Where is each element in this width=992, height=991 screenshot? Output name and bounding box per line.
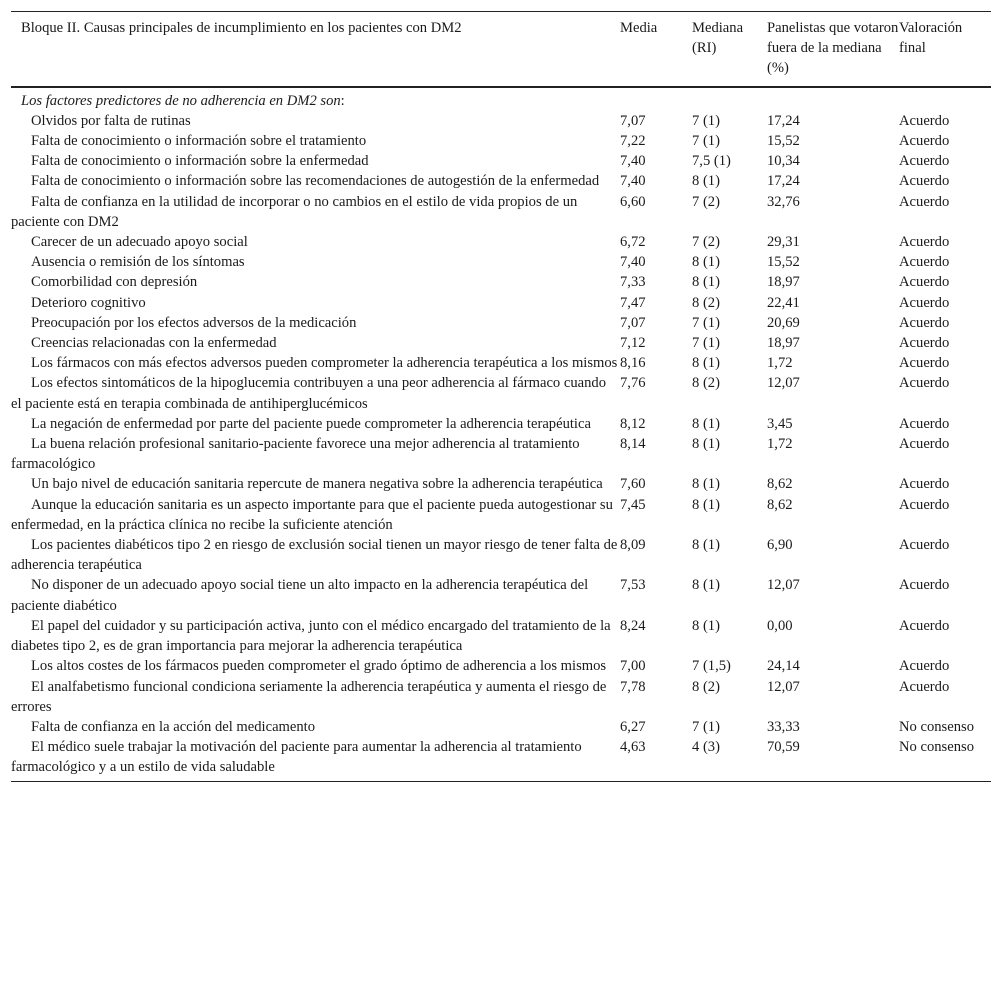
consensus-table-page bbox=[11, 11, 981, 782]
row-statement: Carecer de un adecuado apoyo social bbox=[31, 234, 248, 251]
row-statement: Preocupación por los efectos adversos de la medicación bbox=[31, 314, 357, 331]
row-panelistas-fuera: 17,24 bbox=[767, 112, 800, 129]
row-mediana: 7 (2) bbox=[692, 234, 720, 251]
row-mediana: 7 (1,5) bbox=[692, 658, 731, 675]
table-row bbox=[11, 656, 991, 676]
row-statement: Olvidos por falta de rutinas bbox=[31, 112, 191, 129]
row-valoracion: Acuerdo bbox=[899, 314, 950, 331]
row-panelistas-fuera: 6,90 bbox=[767, 537, 793, 554]
row-statement: Un bajo nivel de educación sanitaria repercute de manera negativa sobre la adherencia terapéutica bbox=[31, 476, 603, 493]
row-statement: La negación de enfermedad por parte del paciente puede comprometer la adherencia terapéutica bbox=[31, 415, 591, 432]
row-valoracion: Acuerdo bbox=[899, 658, 950, 675]
row-valoracion: Acuerdo bbox=[899, 133, 950, 150]
table-row bbox=[11, 151, 991, 171]
row-mediana: 8 (1) bbox=[692, 537, 720, 554]
table-row bbox=[11, 373, 991, 413]
table-row bbox=[11, 171, 991, 191]
row-statement: Falta de conocimiento o información sobre las recomendaciones de autogestión de la enfermedad bbox=[31, 173, 600, 190]
row-statement: La buena relación profesional sanitario-paciente favorece una mejor adherencia al tratamiento farmacológico bbox=[11, 436, 580, 473]
table-row bbox=[11, 353, 991, 373]
row-statement: Comorbilidad con depresión bbox=[31, 274, 198, 291]
row-statement: Falta de confianza en la acción del medicamento bbox=[31, 718, 316, 735]
table-row bbox=[11, 272, 991, 292]
row-valoracion: Acuerdo bbox=[899, 112, 950, 129]
row-mediana: 8 (1) bbox=[692, 617, 720, 634]
table-row bbox=[11, 293, 991, 313]
row-panelistas-fuera: 1,72 bbox=[767, 436, 793, 453]
row-media: 7,47 bbox=[620, 294, 646, 311]
table-row bbox=[11, 474, 991, 494]
row-mediana: 7,5 (1) bbox=[692, 153, 731, 170]
row-media: 7,12 bbox=[620, 335, 646, 352]
table-row bbox=[11, 616, 991, 656]
row-statement: Ausencia o remisión de los síntomas bbox=[31, 254, 245, 271]
row-media: 8,16 bbox=[620, 355, 646, 372]
row-media: 7,60 bbox=[620, 476, 646, 493]
row-panelistas-fuera: 12,07 bbox=[767, 678, 800, 695]
row-statement: Creencias relacionadas con la enfermedad bbox=[31, 335, 277, 352]
row-valoracion: Acuerdo bbox=[899, 254, 950, 271]
table-row bbox=[11, 252, 991, 272]
row-media: 7,78 bbox=[620, 678, 646, 695]
row-mediana: 8 (1) bbox=[692, 173, 720, 190]
row-valoracion: Acuerdo bbox=[899, 415, 950, 432]
row-valoracion: Acuerdo bbox=[899, 355, 950, 372]
row-mediana: 8 (1) bbox=[692, 476, 720, 493]
row-panelistas-fuera: 70,59 bbox=[767, 739, 800, 756]
row-media: 7,76 bbox=[620, 375, 646, 392]
consensus-table bbox=[11, 11, 991, 782]
row-statement: No disponer de un adecuado apoyo social tiene un alto impacto en la adherencia terapéutica del paciente diabético bbox=[11, 577, 589, 614]
row-mediana: 7 (1) bbox=[692, 133, 720, 150]
row-panelistas-fuera: 24,14 bbox=[767, 658, 800, 675]
row-media: 8,09 bbox=[620, 537, 646, 554]
header-mediana: Mediana (RI) bbox=[692, 20, 744, 57]
row-panelistas-fuera: 18,97 bbox=[767, 274, 800, 291]
intro-cell bbox=[11, 87, 620, 111]
row-panelistas-fuera: 12,07 bbox=[767, 577, 800, 594]
row-statement: Deterioro cognitivo bbox=[31, 294, 146, 311]
row-valoracion: Acuerdo bbox=[899, 436, 950, 453]
table-header-row bbox=[11, 12, 991, 87]
row-media: 6,60 bbox=[620, 193, 646, 210]
row-mediana: 8 (2) bbox=[692, 375, 720, 392]
table-row bbox=[11, 535, 991, 575]
row-mediana: 8 (2) bbox=[692, 678, 720, 695]
row-valoracion: Acuerdo bbox=[899, 335, 950, 352]
row-valoracion: Acuerdo bbox=[899, 476, 950, 493]
row-statement: El analfabetismo funcional condiciona seriamente la adherencia terapéutica y aumenta el riesgo de errores bbox=[11, 678, 607, 715]
row-statement: Los fármacos con más efectos adversos pueden comprometer la adherencia terapéutica a los mismos bbox=[31, 355, 618, 372]
row-media: 7,33 bbox=[620, 274, 646, 291]
row-media: 7,07 bbox=[620, 314, 646, 331]
row-valoracion: Acuerdo bbox=[899, 537, 950, 554]
row-mediana: 8 (1) bbox=[692, 415, 720, 432]
table-row bbox=[11, 111, 991, 131]
table-body bbox=[11, 87, 991, 781]
row-media: 4,63 bbox=[620, 739, 646, 756]
row-panelistas-fuera: 1,72 bbox=[767, 355, 793, 372]
row-valoracion: No consenso bbox=[899, 739, 974, 756]
table-row bbox=[11, 495, 991, 535]
table-row bbox=[11, 575, 991, 615]
row-statement: El papel del cuidador y su participación activa, junto con el médico encargado del tratamiento de la diabetes tipo 2, es de gran importancia para mejorar la adherencia terapéutica bbox=[11, 617, 611, 655]
row-valoracion: Acuerdo bbox=[899, 496, 950, 513]
row-statement: Los pacientes diabéticos tipo 2 en riesgo de exclusión social tienen un mayor riesgo de tener falta de adherencia terapéutica bbox=[11, 537, 618, 574]
header-valoracion: Valoración final bbox=[899, 20, 963, 57]
row-media: 7,53 bbox=[620, 577, 646, 594]
row-panelistas-fuera: 10,34 bbox=[767, 153, 800, 170]
row-panelistas-fuera: 18,97 bbox=[767, 335, 800, 352]
row-mediana: 7 (1) bbox=[692, 335, 720, 352]
row-panelistas-fuera: 3,45 bbox=[767, 415, 793, 432]
header-panelistas: Panelistas que votaron fuera de la mediana (%) bbox=[767, 20, 899, 77]
row-panelistas-fuera: 15,52 bbox=[767, 254, 800, 271]
row-media: 8,12 bbox=[620, 415, 646, 432]
row-media: 7,40 bbox=[620, 153, 646, 170]
intro-row bbox=[11, 87, 991, 111]
row-panelistas-fuera: 29,31 bbox=[767, 234, 800, 251]
row-panelistas-fuera: 8,62 bbox=[767, 496, 793, 513]
row-panelistas-fuera: 22,41 bbox=[767, 294, 800, 311]
row-panelistas-fuera: 32,76 bbox=[767, 193, 800, 210]
row-valoracion: Acuerdo bbox=[899, 294, 950, 311]
row-valoracion: Acuerdo bbox=[899, 234, 950, 251]
row-mediana: 8 (1) bbox=[692, 577, 720, 594]
row-valoracion: Acuerdo bbox=[899, 375, 950, 392]
row-valoracion: Acuerdo bbox=[899, 617, 950, 634]
row-media: 8,24 bbox=[620, 617, 646, 634]
row-mediana: 8 (1) bbox=[692, 355, 720, 372]
row-mediana: 8 (1) bbox=[692, 274, 720, 291]
table-row bbox=[11, 232, 991, 252]
row-valoracion: Acuerdo bbox=[899, 577, 950, 594]
row-media: 7,07 bbox=[620, 112, 646, 129]
row-valoracion: Acuerdo bbox=[899, 678, 950, 695]
table-row bbox=[11, 131, 991, 151]
row-statement: Los altos costes de los fármacos pueden comprometer el grado óptimo de adherencia a los mismos bbox=[31, 658, 607, 675]
row-media: 7,45 bbox=[620, 496, 646, 513]
row-panelistas-fuera: 15,52 bbox=[767, 133, 800, 150]
row-media: 6,27 bbox=[620, 718, 646, 735]
table-row bbox=[11, 192, 991, 232]
row-mediana: 8 (1) bbox=[692, 496, 720, 513]
row-valoracion: Acuerdo bbox=[899, 193, 950, 210]
row-valoracion: Acuerdo bbox=[899, 173, 950, 190]
row-panelistas-fuera: 8,62 bbox=[767, 476, 793, 493]
row-mediana: 7 (1) bbox=[692, 112, 720, 129]
row-media: 7,22 bbox=[620, 133, 646, 150]
row-mediana: 8 (1) bbox=[692, 254, 720, 271]
row-statement: Falta de confianza en la utilidad de incorporar o no cambios en el estilo de vida propios de un paciente con DM2 bbox=[11, 193, 578, 230]
table-row bbox=[11, 677, 991, 717]
intro-text: Los factores predictores de no adherencia en DM2 son bbox=[21, 92, 341, 109]
row-statement: Falta de conocimiento o información sobre el tratamiento bbox=[31, 133, 367, 150]
row-mediana: 7 (1) bbox=[692, 718, 720, 735]
intro-colon: : bbox=[340, 92, 345, 109]
row-statement: Los efectos sintomáticos de la hipoglucemia contribuyen a una peor adherencia al fármaco cuando el paciente está en terapia combinada de antihiperglucémicos bbox=[11, 375, 607, 412]
row-mediana: 7 (2) bbox=[692, 193, 720, 210]
row-statement: El médico suele trabajar la motivación del paciente para aumentar la adherencia al tratamiento farmacológico y a un estilo de vida saludable bbox=[11, 739, 582, 776]
row-panelistas-fuera: 12,07 bbox=[767, 375, 800, 392]
row-statement: Falta de conocimiento o información sobre la enfermedad bbox=[31, 153, 369, 170]
row-mediana: 8 (1) bbox=[692, 436, 720, 453]
row-valoracion: Acuerdo bbox=[899, 274, 950, 291]
row-panelistas-fuera: 17,24 bbox=[767, 173, 800, 190]
row-mediana: 4 (3) bbox=[692, 739, 720, 756]
table-row bbox=[11, 414, 991, 434]
row-statement: Aunque la educación sanitaria es un aspecto importante para que el paciente pueda autogestionar su enfermedad, en la práctica clínica no recibe la suficiente atención bbox=[11, 496, 613, 533]
table-row bbox=[11, 313, 991, 333]
row-media: 6,72 bbox=[620, 234, 646, 251]
row-panelistas-fuera: 0,00 bbox=[767, 617, 793, 634]
row-media: 7,40 bbox=[620, 254, 646, 271]
row-media: 8,14 bbox=[620, 436, 646, 453]
table-row bbox=[11, 717, 991, 737]
row-panelistas-fuera: 33,33 bbox=[767, 718, 800, 735]
table-row bbox=[11, 333, 991, 353]
row-valoracion: No consenso bbox=[899, 718, 974, 735]
row-media: 7,40 bbox=[620, 173, 646, 190]
row-panelistas-fuera: 20,69 bbox=[767, 314, 800, 331]
table-row bbox=[11, 434, 991, 474]
header-block-title: Bloque II. Causas principales de incumplimiento en los pacientes con DM2 bbox=[21, 20, 462, 36]
row-mediana: 8 (2) bbox=[692, 294, 720, 311]
header-media: Media bbox=[620, 20, 658, 36]
row-valoracion: Acuerdo bbox=[899, 153, 950, 170]
row-mediana: 7 (1) bbox=[692, 314, 720, 331]
row-media: 7,00 bbox=[620, 658, 646, 675]
table-row bbox=[11, 737, 991, 781]
